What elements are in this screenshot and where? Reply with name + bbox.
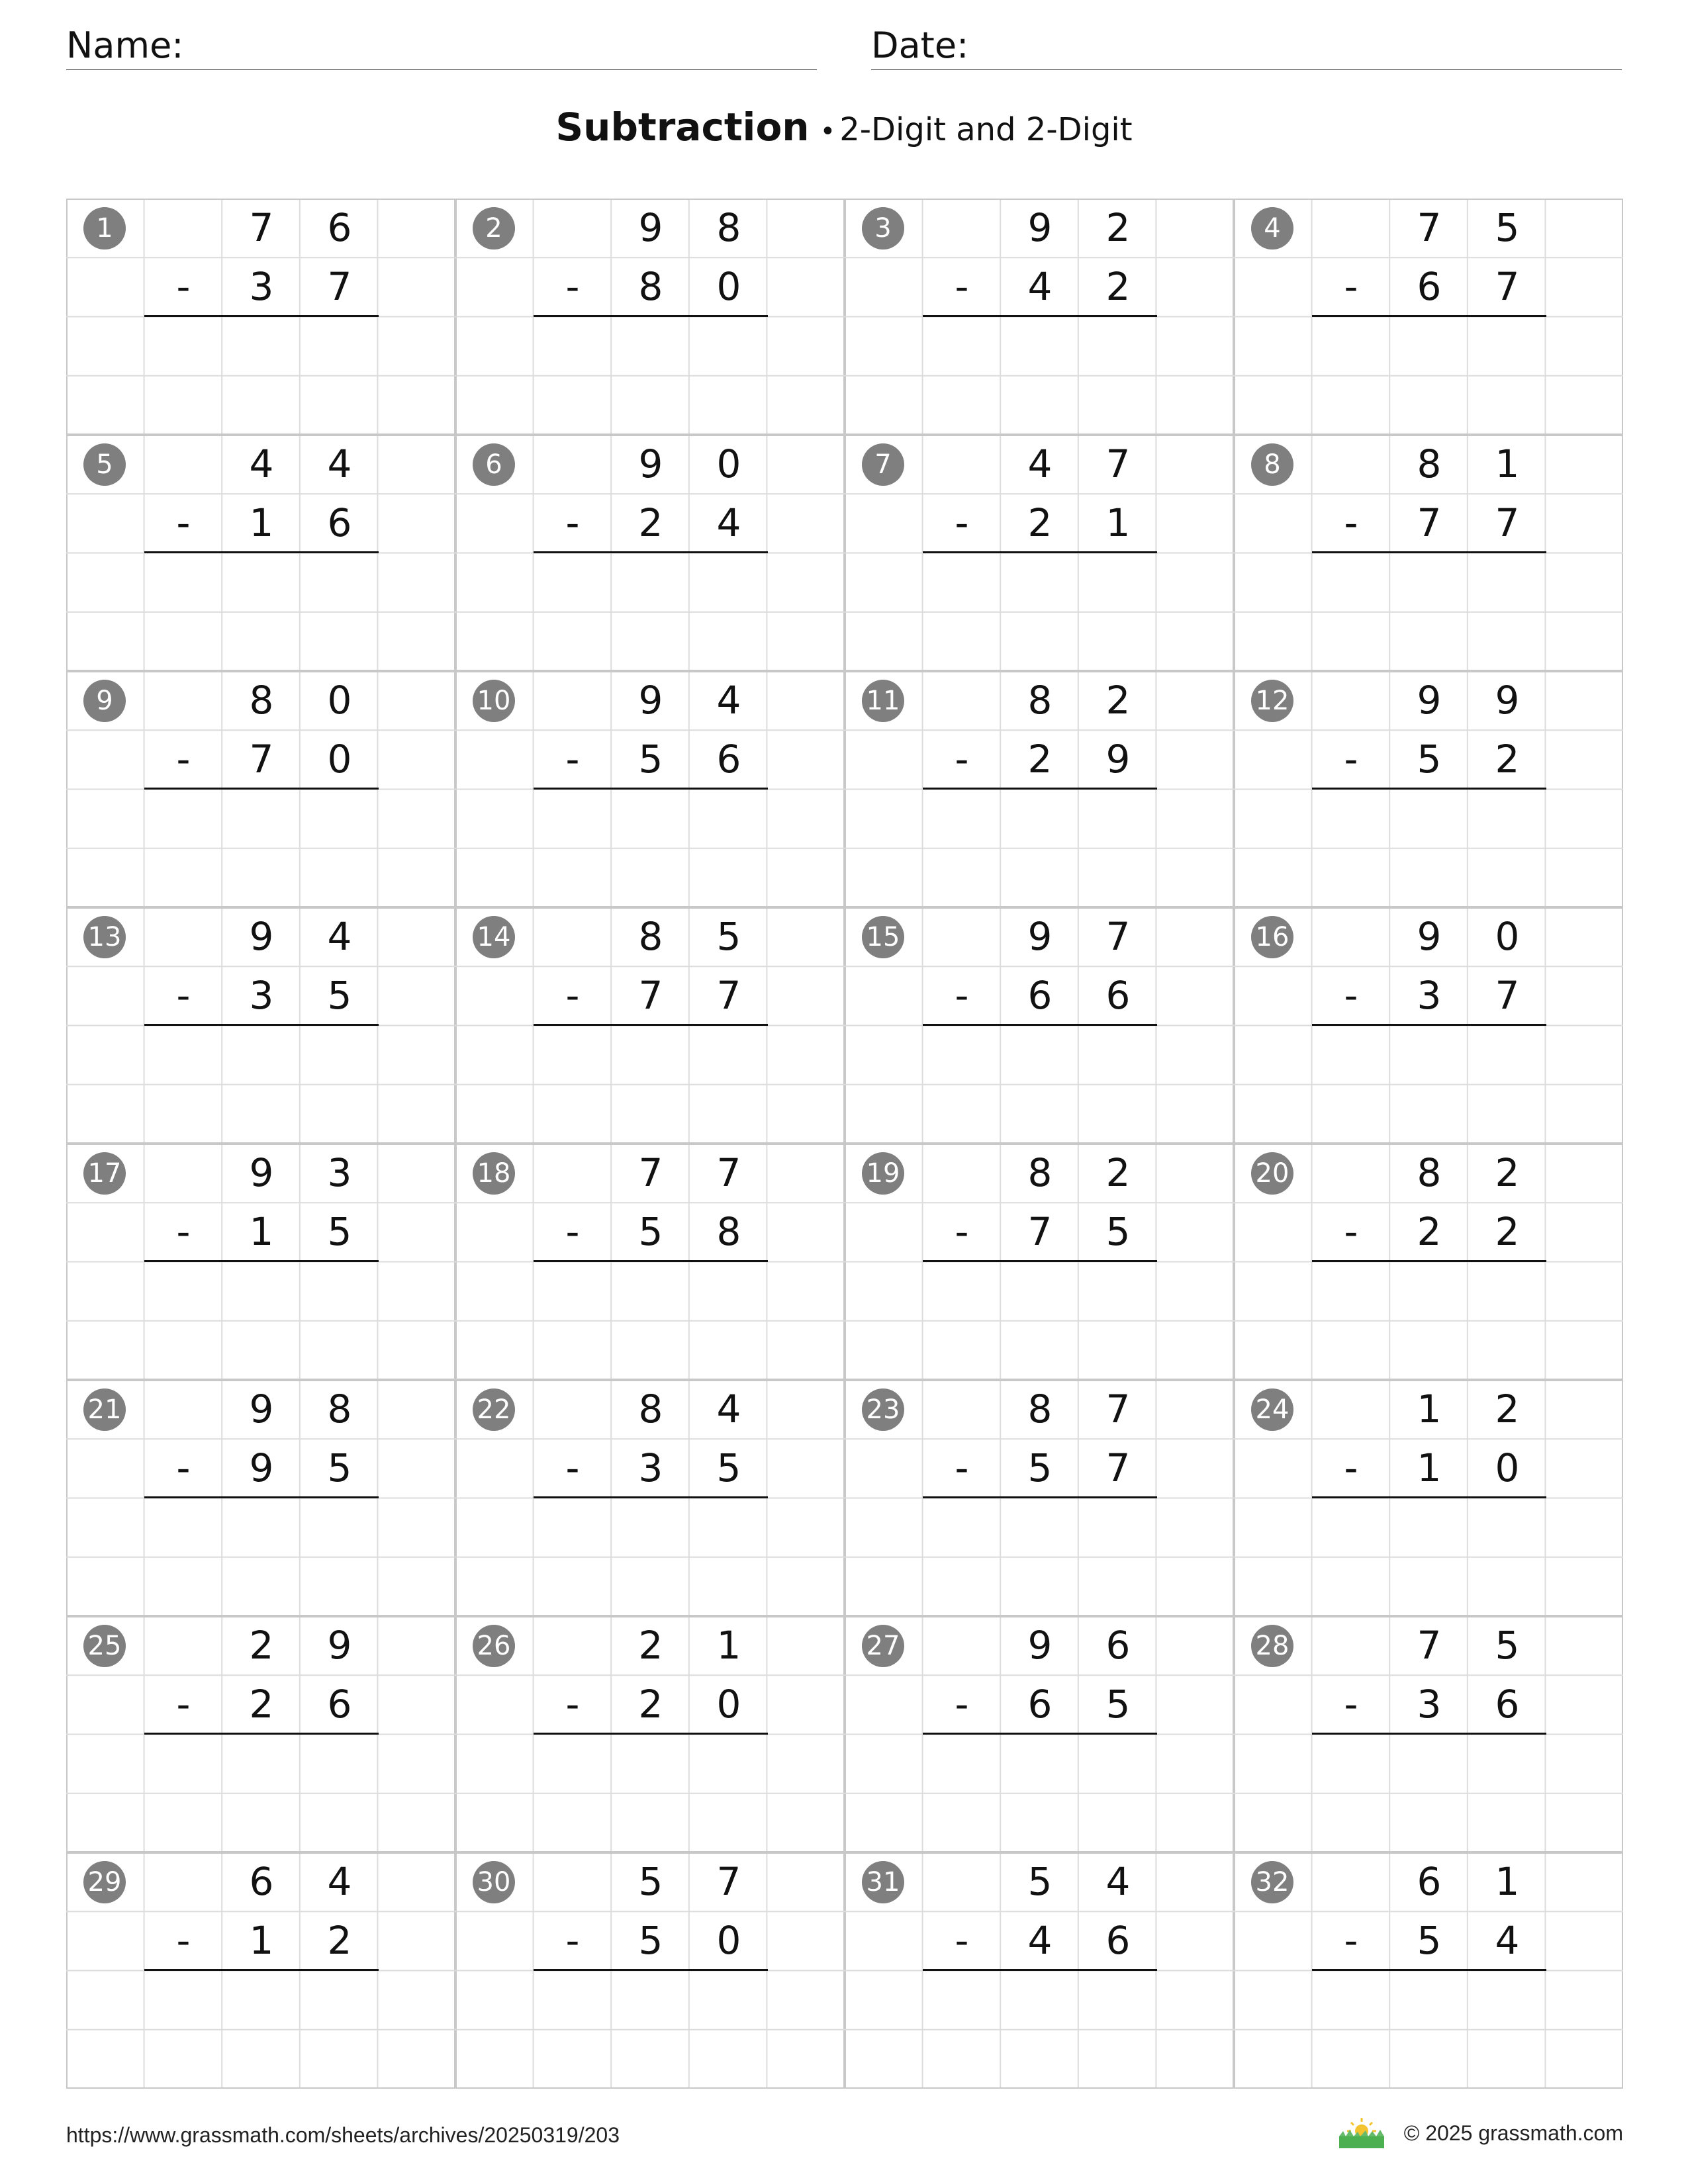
answer-line [923,1496,1157,1498]
answer-line [923,315,1157,317]
subtrahend-ones-digit: 7 [716,973,741,1018]
footer-right [1338,2116,1623,2150]
subtrahend-tens-digit: 5 [638,737,663,782]
minuend-tens-digit: 9 [638,678,663,723]
subtrahend-ones-digit: 5 [327,1209,352,1254]
minuend-ones-digit: 0 [1495,914,1520,959]
problem-grid [66,199,1623,2089]
minus-sign: - [955,1682,969,1727]
minus-sign: - [955,1918,969,1963]
problem [845,671,1234,907]
minuend-ones-digit: 0 [716,441,741,486]
problem [1234,1380,1623,1616]
minus-sign: - [565,1209,580,1254]
minus-sign: - [955,973,969,1018]
problem-number-badge: 29 [83,1861,126,1903]
minuend-ones-digit: 2 [1105,678,1131,723]
answer-line [144,1969,379,1971]
subtrahend-ones-digit: 5 [327,1445,352,1490]
title-main: Subtraction [555,105,810,150]
subtrahend-tens-digit: 5 [638,1918,663,1963]
minuend-ones-digit: 7 [716,1859,741,1904]
problem [845,907,1234,1144]
subtrahend-tens-digit: 1 [249,1918,274,1963]
minuend-ones-digit: 9 [1495,678,1520,723]
subtrahend-tens-digit: 2 [1027,737,1053,782]
minuend-ones-digit: 2 [1495,1150,1520,1195]
minus-sign: - [955,1209,969,1254]
subtrahend-ones-digit: 5 [327,973,352,1018]
subtrahend-tens-digit: 6 [1027,973,1053,1018]
problem [455,435,845,671]
minuend-tens-digit: 6 [1417,1859,1442,1904]
minuend-ones-digit: 6 [1105,1623,1131,1668]
subtrahend-tens-digit: 2 [249,1682,274,1727]
subtrahend-tens-digit: 1 [249,1209,274,1254]
subtrahend-ones-digit: 0 [1495,1445,1520,1490]
subtrahend-ones-digit: 2 [1105,264,1131,309]
problem-number-badge: 10 [473,680,515,722]
problem-number-badge: 16 [1251,916,1293,958]
minus-sign: - [955,500,969,545]
answer-line [1312,1969,1546,1971]
subtrahend-ones-digit: 6 [1495,1682,1520,1727]
problem-number-badge: 25 [83,1625,126,1667]
minus-sign: - [565,1445,580,1490]
answer-line [1312,551,1546,553]
problem [455,1616,845,1852]
subtrahend-tens-digit: 3 [1417,973,1442,1018]
problem [66,199,455,435]
problem [455,199,845,435]
problem-number-badge: 12 [1251,680,1293,722]
answer-line [923,1733,1157,1735]
minus-sign: - [1344,1918,1358,1963]
answer-line [534,551,768,553]
problem [66,1616,455,1852]
minuend-tens-digit: 5 [638,1859,663,1904]
problem-number-badge: 22 [473,1388,515,1431]
name-label: Name: [66,24,184,66]
subtrahend-ones-digit: 5 [1105,1682,1131,1727]
subtrahend-ones-digit: 6 [1105,1918,1131,1963]
minuend-tens-digit: 7 [1417,205,1442,250]
answer-line [1312,1733,1546,1735]
problem-number-badge: 9 [83,680,126,722]
answer-line [144,1496,379,1498]
minuend-tens-digit: 8 [1417,1150,1442,1195]
subtrahend-tens-digit: 3 [249,264,274,309]
minuend-tens-digit: 9 [1417,914,1442,959]
minuend-ones-digit: 1 [1495,441,1520,486]
problem-number-badge: 1 [83,207,126,250]
minuend-ones-digit: 7 [1105,441,1131,486]
answer-line [534,788,768,790]
subtrahend-tens-digit: 2 [638,500,663,545]
minuend-ones-digit: 0 [327,678,352,723]
minus-sign: - [565,500,580,545]
minuend-tens-digit: 2 [249,1623,274,1668]
footer-url[interactable]: https://www.grassmath.com/sheets/archives/20250319/203 [66,2123,620,2147]
minuend-ones-digit: 1 [716,1623,741,1668]
problem-number-badge: 23 [862,1388,904,1431]
minus-sign: - [176,264,191,309]
minus-sign: - [1344,500,1358,545]
problem [845,1380,1234,1616]
name-field[interactable] [66,20,817,70]
problem [845,199,1234,435]
minuend-tens-digit: 9 [249,914,274,959]
minuend-ones-digit: 2 [1105,1150,1131,1195]
minuend-ones-digit: 7 [716,1150,741,1195]
problem-number-badge: 7 [862,443,904,486]
answer-line [534,1969,768,1971]
answer-line [923,551,1157,553]
problem-number-badge: 31 [862,1861,904,1903]
minuend-tens-digit: 8 [1417,441,1442,486]
minuend-ones-digit: 4 [327,914,352,959]
subtrahend-tens-digit: 6 [1027,1682,1053,1727]
minuend-tens-digit: 8 [1027,678,1053,723]
answer-line [144,788,379,790]
subtrahend-ones-digit: 6 [716,737,741,782]
problem [1234,435,1623,671]
subtrahend-tens-digit: 7 [638,973,663,1018]
answer-line [1312,1496,1546,1498]
grass-sun-logo-icon [1338,2116,1385,2150]
subtrahend-tens-digit: 4 [1027,1918,1053,1963]
subtrahend-ones-digit: 0 [716,264,741,309]
answer-line [144,1024,379,1026]
minuend-tens-digit: 7 [1417,1623,1442,1668]
problem [845,1852,1234,2089]
minus-sign: - [176,1209,191,1254]
subtrahend-ones-digit: 6 [327,1682,352,1727]
problem-number-badge: 8 [1251,443,1293,486]
minuend-tens-digit: 9 [1417,678,1442,723]
minuend-tens-digit: 8 [638,1387,663,1432]
minuend-tens-digit: 1 [1417,1387,1442,1432]
answer-line [534,1496,768,1498]
answer-line [144,315,379,317]
minuend-tens-digit: 8 [1027,1150,1053,1195]
problem [1234,1616,1623,1852]
subtrahend-tens-digit: 1 [1417,1445,1442,1490]
subtrahend-ones-digit: 7 [1495,500,1520,545]
subtrahend-ones-digit: 5 [1105,1209,1131,1254]
answer-line [1312,1024,1546,1026]
subtrahend-ones-digit: 1 [1105,500,1131,545]
subtrahend-tens-digit: 7 [1027,1209,1053,1254]
minuend-tens-digit: 7 [249,205,274,250]
problem-number-badge: 15 [862,916,904,958]
minus-sign: - [176,1918,191,1963]
answer-line [1312,1260,1546,1262]
subtrahend-ones-digit: 4 [716,500,741,545]
answer-line [923,1024,1157,1026]
minuend-tens-digit: 2 [638,1623,663,1668]
subtrahend-tens-digit: 2 [638,1682,663,1727]
minus-sign: - [176,973,191,1018]
minuend-ones-digit: 2 [1105,205,1131,250]
minuend-tens-digit: 4 [249,441,274,486]
problem [455,1144,845,1380]
subtrahend-tens-digit: 1 [249,500,274,545]
problem-number-badge: 21 [83,1388,126,1431]
minus-sign: - [565,973,580,1018]
answer-line [534,1733,768,1735]
subtrahend-ones-digit: 0 [327,737,352,782]
problem-number-badge: 32 [1251,1861,1293,1903]
minus-sign: - [565,264,580,309]
subtrahend-tens-digit: 5 [1417,737,1442,782]
minus-sign: - [955,1445,969,1490]
subtrahend-tens-digit: 7 [1417,500,1442,545]
problem-number-badge: 26 [473,1625,515,1667]
problem [66,435,455,671]
answer-line [1312,315,1546,317]
subtrahend-ones-digit: 7 [327,264,352,309]
problem [845,1616,1234,1852]
subtrahend-tens-digit: 9 [249,1445,274,1490]
minus-sign: - [176,500,191,545]
problem-number-badge: 2 [473,207,515,250]
problem [1234,1852,1623,2089]
answer-line [923,1260,1157,1262]
minuend-ones-digit: 7 [1105,1387,1131,1432]
problem [1234,1144,1623,1380]
subtrahend-tens-digit: 2 [1027,500,1053,545]
subtrahend-tens-digit: 5 [638,1209,663,1254]
minuend-tens-digit: 9 [249,1150,274,1195]
problem-number-badge: 6 [473,443,515,486]
minuend-tens-digit: 8 [1027,1387,1053,1432]
subtrahend-ones-digit: 0 [716,1918,741,1963]
minuend-ones-digit: 9 [327,1623,352,1668]
minuend-ones-digit: 5 [1495,205,1520,250]
minuend-ones-digit: 5 [716,914,741,959]
minuend-ones-digit: 4 [716,1387,741,1432]
minus-sign: - [955,264,969,309]
problem [845,1144,1234,1380]
problem [66,1144,455,1380]
minus-sign: - [1344,737,1358,782]
answer-line [144,551,379,553]
title-subtitle: 2-Digit and 2-Digit [839,111,1133,148]
subtrahend-ones-digit: 2 [1495,737,1520,782]
problem [455,671,845,907]
subtrahend-ones-digit: 9 [1105,737,1131,782]
answer-line [534,1260,768,1262]
minuend-ones-digit: 2 [1495,1387,1520,1432]
minuend-ones-digit: 3 [327,1150,352,1195]
subtrahend-tens-digit: 4 [1027,264,1053,309]
minuend-ones-digit: 4 [327,1859,352,1904]
problem-number-badge: 13 [83,916,126,958]
problem-number-badge: 24 [1251,1388,1293,1431]
subtrahend-tens-digit: 5 [1417,1918,1442,1963]
subtrahend-ones-digit: 7 [1495,973,1520,1018]
problem-number-badge: 17 [83,1152,126,1195]
problem [66,907,455,1144]
subtrahend-ones-digit: 2 [1495,1209,1520,1254]
minuend-tens-digit: 8 [638,914,663,959]
minuend-ones-digit: 8 [716,205,741,250]
minuend-tens-digit: 7 [638,1150,663,1195]
minus-sign: - [565,737,580,782]
problem-number-badge: 18 [473,1152,515,1195]
problem-number-badge: 3 [862,207,904,250]
minus-sign: - [1344,1209,1358,1254]
problem [845,435,1234,671]
subtrahend-ones-digit: 7 [1105,1445,1131,1490]
problem [66,1380,455,1616]
answer-line [144,1733,379,1735]
worksheet-title [0,105,1688,150]
answer-line [923,1969,1157,1971]
minuend-ones-digit: 8 [327,1387,352,1432]
answer-line [1312,788,1546,790]
minus-sign: - [1344,1445,1358,1490]
problem-number-badge: 11 [862,680,904,722]
minus-sign: - [1344,973,1358,1018]
answer-line [534,315,768,317]
subtrahend-tens-digit: 2 [1417,1209,1442,1254]
problem [455,1852,845,2089]
problem-number-badge: 4 [1251,207,1293,250]
minuend-ones-digit: 5 [1495,1623,1520,1668]
date-label: Date: [871,24,969,66]
problem [1234,907,1623,1144]
minuend-ones-digit: 4 [716,678,741,723]
subtrahend-ones-digit: 2 [327,1918,352,1963]
subtrahend-ones-digit: 5 [716,1445,741,1490]
minuend-tens-digit: 9 [1027,1623,1053,1668]
subtrahend-ones-digit: 6 [327,500,352,545]
subtrahend-tens-digit: 3 [638,1445,663,1490]
problem [1234,199,1623,435]
minuend-tens-digit: 9 [1027,205,1053,250]
footer-copyright: © 2025 grassmath.com [1403,2120,1623,2145]
problem-number-badge: 14 [473,916,515,958]
date-field[interactable] [871,20,1622,70]
minus-sign: - [565,1682,580,1727]
problem-number-badge: 20 [1251,1152,1293,1195]
minuend-tens-digit: 5 [1027,1859,1053,1904]
minus-sign: - [1344,1682,1358,1727]
problem [1234,671,1623,907]
minuend-ones-digit: 6 [327,205,352,250]
minuend-tens-digit: 9 [638,441,663,486]
problem-number-badge: 5 [83,443,126,486]
subtrahend-ones-digit: 7 [1495,264,1520,309]
minus-sign: - [1344,264,1358,309]
minus-sign: - [565,1918,580,1963]
problem [455,1380,845,1616]
problem [66,1852,455,2089]
title-separator: • [820,116,836,147]
subtrahend-tens-digit: 3 [1417,1682,1442,1727]
minus-sign: - [176,1682,191,1727]
minuend-tens-digit: 9 [1027,914,1053,959]
answer-line [534,1024,768,1026]
minuend-tens-digit: 8 [249,678,274,723]
problem [66,671,455,907]
minus-sign: - [176,737,191,782]
problem-number-badge: 19 [862,1152,904,1195]
problem-number-badge: 28 [1251,1625,1293,1667]
minuend-ones-digit: 4 [327,441,352,486]
subtrahend-tens-digit: 6 [1417,264,1442,309]
problem-number-badge: 27 [862,1625,904,1667]
subtrahend-tens-digit: 8 [638,264,663,309]
subtrahend-tens-digit: 7 [249,737,274,782]
minuend-ones-digit: 7 [1105,914,1131,959]
problem-number-badge: 30 [473,1861,515,1903]
subtrahend-ones-digit: 6 [1105,973,1131,1018]
minuend-tens-digit: 9 [249,1387,274,1432]
minuend-ones-digit: 1 [1495,1859,1520,1904]
answer-line [923,788,1157,790]
minuend-tens-digit: 4 [1027,441,1053,486]
subtrahend-tens-digit: 3 [249,973,274,1018]
subtrahend-ones-digit: 0 [716,1682,741,1727]
minus-sign: - [176,1445,191,1490]
subtrahend-ones-digit: 8 [716,1209,741,1254]
minuend-tens-digit: 9 [638,205,663,250]
subtrahend-ones-digit: 4 [1495,1918,1520,1963]
minuend-tens-digit: 6 [249,1859,274,1904]
problem [455,907,845,1144]
minus-sign: - [955,737,969,782]
answer-line [144,1260,379,1262]
subtrahend-tens-digit: 5 [1027,1445,1053,1490]
minuend-ones-digit: 4 [1105,1859,1131,1904]
